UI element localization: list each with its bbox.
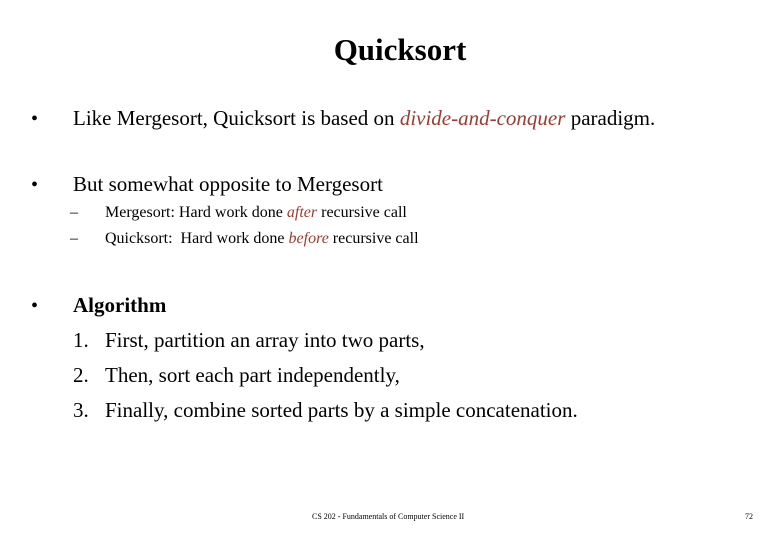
- bullet-marker: •: [31, 295, 39, 317]
- footer-course: CS 202 - Fundamentals of Computer Science II: [312, 512, 465, 521]
- bullet-marker: •: [31, 174, 39, 196]
- step-text: Finally, combine sorted parts by a simple concatenation.: [105, 398, 578, 422]
- bullet-text: paradigm.: [565, 106, 656, 130]
- sub-bullet-mergesort: [105, 203, 407, 223]
- bullet-text: Like Mergesort, Quicksort is based on: [73, 106, 400, 130]
- sub-bullet-text: Mergesort: Hard work done: [105, 204, 287, 221]
- sub-bullet-marker: –: [70, 230, 78, 247]
- accent-term: divide-and-conquer: [399, 106, 566, 130]
- bullet-opposite-mergesort: But somewhat opposite to Mergesort: [73, 172, 383, 196]
- sub-bullet-marker: –: [70, 204, 78, 221]
- page-number: 72: [745, 512, 753, 521]
- sub-bullet-text: recursive call: [328, 230, 419, 247]
- step-number: 2.: [73, 363, 89, 387]
- sub-bullet-quicksort: [105, 229, 419, 249]
- step-text: First, partition an array into two parts,: [105, 328, 425, 352]
- bullet-mergesort-similarity: [73, 105, 655, 131]
- slide-title: Quicksort: [333, 32, 467, 67]
- bullet-marker: •: [31, 108, 39, 130]
- sub-bullet-text: Quicksort: Hard work done: [105, 230, 289, 247]
- accent-term: before: [288, 230, 329, 247]
- bullet-algorithm: Algorithm: [73, 293, 167, 317]
- step-number: 3.: [73, 398, 89, 422]
- sub-bullet-text: recursive call: [317, 204, 407, 221]
- accent-term: after: [286, 204, 318, 221]
- step-number: 1.: [73, 328, 89, 352]
- step-text: Then, sort each part independently,: [105, 363, 400, 387]
